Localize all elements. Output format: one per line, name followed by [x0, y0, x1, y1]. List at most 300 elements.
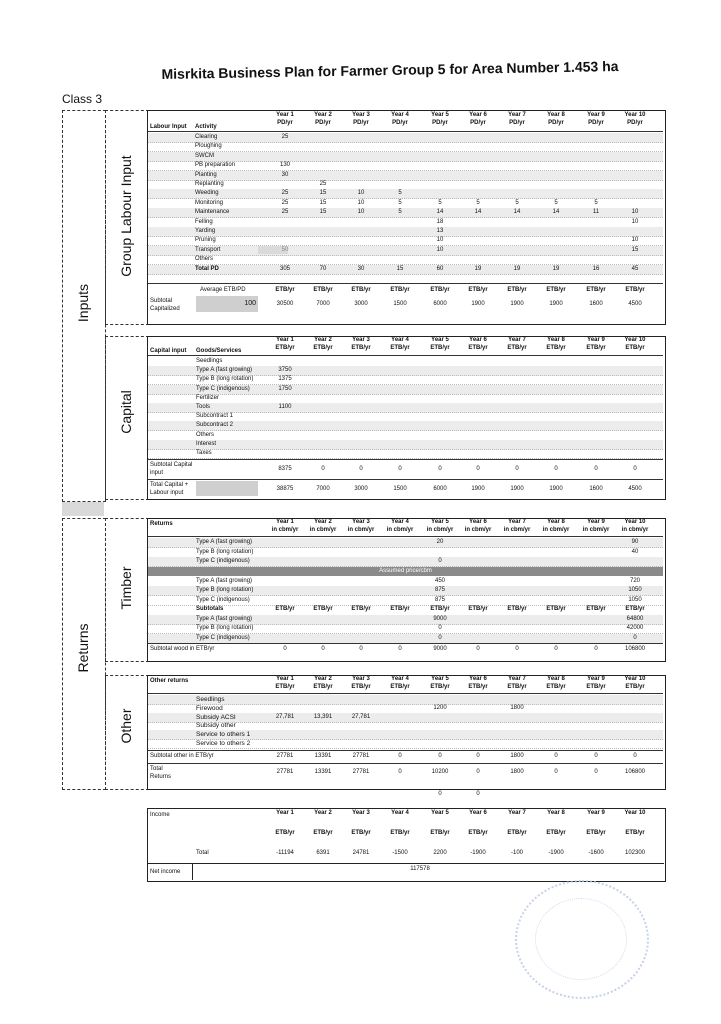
net-income-divider: [192, 863, 193, 880]
capital-subtotal-cell: 0: [633, 466, 637, 472]
capital-unit-header: ETB/yr: [351, 345, 371, 351]
timber-header-rule: [148, 536, 663, 537]
other-total-rule: [148, 763, 663, 764]
labour-cell: 10: [357, 190, 365, 197]
income-unit-header: ETB/yr: [390, 830, 410, 836]
labour-year-header: Year 9: [587, 112, 605, 118]
labour-cell: 25: [281, 190, 289, 197]
other-year-header: Year 1: [276, 676, 294, 682]
capital-year-header: Year 10: [624, 337, 646, 343]
timber-wood-cell: 9000: [433, 646, 447, 652]
timber-unit-header: in cbm/yr: [621, 527, 649, 533]
other-unit-header: ETB/yr: [468, 684, 488, 690]
income-year-header: Year 9: [587, 810, 605, 816]
labour-cell: 16: [592, 265, 600, 272]
labour-cell: 70: [319, 265, 327, 272]
other-unit-header: ETB/yr: [430, 684, 450, 690]
income-total-label: Total: [196, 850, 209, 856]
labour-row-label: SWCM: [195, 152, 214, 159]
timber-wood-cell: 0: [594, 646, 598, 652]
timber-corner-label: Returns: [150, 521, 173, 527]
labour-cell: 18: [436, 218, 444, 225]
labour-cell: 30: [357, 265, 365, 272]
labour-cell: 15: [396, 265, 404, 272]
capital-subtotal-cell: 0: [515, 466, 519, 472]
divider-band: [62, 502, 104, 516]
labour-cell: 5: [515, 199, 519, 206]
capital-cell: 1100: [278, 404, 292, 410]
labour-cell: 10: [436, 246, 444, 253]
labour-subtotal-cell: 30500: [276, 301, 294, 307]
capital-total-cell: 38875: [276, 486, 294, 492]
timber-wood-cell: 0: [398, 646, 402, 652]
labour-etb-unit: ETB/yr: [586, 287, 606, 293]
timber-year-header: Year 4: [391, 519, 409, 525]
capital-subtotal-cell: 0: [554, 466, 558, 472]
labour-etb-unit: ETB/yr: [625, 287, 645, 293]
timber-year-header: Year 6: [469, 519, 487, 525]
income-year-header: Year 7: [508, 810, 526, 816]
other-unit-header: ETB/yr: [390, 684, 410, 690]
timber-price-cell: 720: [629, 577, 640, 584]
labour-year-header: Year 7: [508, 112, 526, 118]
timber-year-header: Year 9: [587, 519, 605, 525]
labour-year-header: Year 6: [469, 112, 487, 118]
capital-year-header: Year 2: [314, 337, 332, 343]
labour-subtotal-cell: 6000: [433, 301, 447, 307]
income-year-header: Year 5: [431, 810, 449, 816]
income-unit-header: ETB/yr: [275, 830, 295, 836]
timber-unit-header: in cbm/yr: [386, 527, 414, 533]
timber-subtotal-label: Type B (long rotation): [196, 625, 254, 631]
net-income-label: Net income: [150, 869, 181, 875]
income-unit-header: ETB/yr: [351, 830, 371, 836]
other-total-cell: 27781: [352, 769, 370, 775]
other-year-header: Year 3: [352, 676, 370, 682]
other-cell: 1200: [433, 704, 447, 711]
other-unit-header: ETB/yr: [275, 684, 295, 690]
labour-etb-unit: ETB/yr: [275, 287, 295, 293]
timber-price-cell: 1050: [628, 587, 642, 593]
labour-subtotal-label: Subtotal Capitalized: [150, 298, 180, 312]
other-year-header: Year 6: [469, 676, 487, 682]
labour-cell: 25: [281, 209, 289, 216]
labour-cell: 14: [474, 209, 482, 216]
capital-subtotal-cell: 0: [594, 466, 598, 472]
labour-year-header: Year 5: [431, 112, 449, 118]
other-total-cell: 0: [594, 769, 598, 775]
labour-cell: 5: [438, 199, 442, 206]
timber-etb-unit: ETB/yr: [586, 606, 606, 612]
labour-etb-unit: ETB/yr: [468, 287, 488, 293]
capital-unit-header: ETB/yr: [430, 345, 450, 351]
timber-subtotal-cell: 0: [438, 634, 442, 641]
labour-subtotal-cell: 1900: [510, 301, 524, 307]
labour-unit-header: PD/yr: [548, 120, 564, 126]
labour-row-label: Ploughing: [195, 143, 222, 150]
timber-wood-cell: 0: [359, 646, 363, 652]
labour-cell: 14: [436, 209, 444, 216]
other-year-header: Year 10: [624, 676, 646, 682]
timber-row-label: Type A (fast growing): [196, 539, 253, 545]
timber-year-header: Year 8: [547, 519, 565, 525]
income-label: Income: [150, 812, 170, 818]
labour-unit-header: PD/yr: [509, 120, 525, 126]
timber-price-cell: 875: [434, 596, 445, 603]
activity-header: Activity: [195, 124, 217, 130]
other-subtotal-label: Subtotal other in ETB/yr: [150, 753, 214, 759]
income-total-cell: -100: [510, 850, 523, 856]
labour-etb-unit: ETB/yr: [390, 287, 410, 293]
other-total-cell: 10200: [431, 769, 449, 775]
timber-cell: 40: [631, 548, 639, 555]
timber-subtotals-label: Subtotals: [196, 606, 224, 612]
other-total-cell: 0: [398, 769, 402, 775]
average-etb-label: Average ETB/PD: [200, 287, 246, 293]
labour-row-label: Weeding: [195, 190, 219, 197]
capital-row-label: Subcontract 1: [196, 413, 234, 420]
labour-cell: 15: [319, 199, 327, 206]
labour-cell: 10: [631, 209, 639, 216]
income-total-cell: -1900: [470, 850, 486, 856]
capital-total-cell: 7000: [316, 486, 330, 492]
timber-unit-header: in cbm/yr: [426, 527, 454, 533]
timber-etb-unit: ETB/yr: [625, 606, 645, 612]
capital-row-label: Subcontract 2: [196, 422, 234, 429]
capital-total-cell: 3000: [354, 486, 368, 492]
timber-etb-unit: ETB/yr: [546, 606, 566, 612]
timber-unit-header: in cbm/yr: [347, 527, 375, 533]
labour-header-rule: [148, 131, 663, 132]
other-row-label: Firewood: [196, 704, 223, 712]
labour-cell: 15: [319, 190, 327, 197]
capital-row: [148, 449, 663, 459]
other-row-label: Subsidy ACSI: [196, 713, 236, 721]
labour-year-header: Year 10: [624, 112, 646, 118]
income-unit-header: ETB/yr: [546, 830, 566, 836]
timber-year-header: Year 2: [314, 519, 332, 525]
income-total-cell: 2200: [433, 850, 447, 856]
capital-year-header: Year 1: [276, 337, 294, 343]
timber-price-cell: 450: [434, 577, 445, 584]
timber-cell: 90: [631, 539, 639, 545]
capital-subtotal-cell: 0: [398, 466, 402, 472]
other-total-cell: 13391: [314, 769, 332, 775]
labour-subtotal-cell: 1900: [549, 301, 563, 307]
timber-subtotal-label: Type A (fast growing): [196, 615, 253, 622]
other-total-cell: 106800: [624, 769, 646, 775]
labour-unit-header: PD/yr: [627, 120, 643, 126]
average-etb-value: 100: [196, 296, 258, 312]
timber-price-cell: 1050: [628, 596, 642, 603]
timber-etb-unit: ETB/yr: [351, 606, 371, 612]
timber-wood-cell: 0: [476, 646, 480, 652]
other-row-label: Seedlings: [196, 696, 225, 703]
income-total-cell: -1500: [392, 850, 408, 856]
capital-label: Capital: [118, 390, 134, 434]
timber-cell: 20: [436, 539, 444, 545]
other-corner-label: Other returns: [150, 678, 189, 684]
other-year-header: Year 8: [547, 676, 565, 682]
capital-subtotal-cell: 0: [438, 466, 442, 472]
labour-cell: 19: [474, 265, 482, 272]
income-year-header: Year 4: [391, 810, 409, 816]
timber-year-header: Year 1: [276, 519, 294, 525]
labour-row-label: Replanting: [195, 181, 224, 187]
other-total-cell: 0: [554, 769, 558, 775]
goods-header: Goods/Services: [196, 348, 242, 354]
labour-etb-unit: ETB/yr: [313, 287, 333, 293]
capital-row-label: Taxes: [196, 450, 212, 456]
timber-year-header: Year 10: [624, 519, 646, 525]
timber-unit-header: in cbm/yr: [503, 527, 531, 533]
capital-row-label: Type A (fast growing): [196, 367, 253, 374]
other-total-cell: 27781: [276, 769, 294, 775]
labour-subtotal-rule: [148, 283, 663, 284]
timber-subtotal-label: Type C (indigenous): [196, 634, 250, 641]
labour-unit-header: PD/yr: [470, 120, 486, 126]
other-subtotal-cell: 0: [438, 753, 442, 759]
capital-unit-header: ETB/yr: [507, 345, 527, 351]
returns-label: Returns: [75, 623, 91, 673]
income-year-header: Year 1: [276, 810, 294, 816]
timber-unit-header: in cbm/yr: [582, 527, 610, 533]
other-year-header: Year 5: [431, 676, 449, 682]
labour-cell: 5: [398, 209, 402, 216]
timber-subtotal-cell: 0: [438, 625, 442, 631]
timber-wood-label: Subtotal wood in ETB/yr: [150, 646, 215, 652]
other-row-label: Service to others 1: [196, 731, 251, 739]
labour-row-label: Yarding: [195, 228, 216, 234]
other-row-label: Subsidy other: [196, 722, 236, 730]
other-cell: 27,781: [351, 713, 371, 720]
timber-wood-cell: 0: [515, 646, 519, 652]
labour-cell: 25: [281, 134, 289, 140]
labour-etb-unit: ETB/yr: [430, 287, 450, 293]
timber-wood-cell: 0: [283, 646, 287, 652]
timber-etb-unit: ETB/yr: [430, 606, 450, 612]
other-unit-header: ETB/yr: [313, 684, 333, 690]
labour-year-header: Year 3: [352, 112, 370, 118]
capital-subtotal-cell: 0: [321, 466, 325, 472]
other-row-label: Service to others 2: [196, 740, 251, 747]
income-year-header: Year 3: [352, 810, 370, 816]
timber-cell: 0: [438, 558, 442, 564]
timber-etb-unit: ETB/yr: [390, 606, 410, 612]
capital-year-header: Year 3: [352, 337, 370, 343]
labour-row-label: Maintenance: [195, 209, 230, 216]
other-subtotal-cell: 0: [476, 753, 480, 759]
labour-row-label: PB preparation: [195, 162, 236, 169]
timber-subtotal-cell: 0: [633, 634, 637, 641]
labour-subtotal-cell: 3000: [354, 301, 368, 307]
other-cell: 1800: [510, 704, 524, 711]
labour-row-label: Transport: [195, 246, 221, 253]
timber-price-label: Type A (fast growing): [196, 577, 253, 584]
timber-wood-cell: 0: [554, 646, 558, 652]
labour-row-label: Pruning: [195, 237, 216, 244]
income-total-cell: -1600: [588, 850, 604, 856]
other-below-cell: 0: [476, 791, 480, 797]
capital-year-header: Year 6: [469, 337, 487, 343]
labour-year-header: Year 2: [314, 112, 332, 118]
timber-price-label: Type C (indigenous): [196, 596, 250, 603]
timber-unit-header: in cbm/yr: [542, 527, 570, 533]
labour-subtotal-cell: 1900: [471, 301, 485, 307]
income-total-cell: -1900: [548, 850, 564, 856]
labour-row-label: Planting: [195, 171, 217, 178]
capital-row-label: Type B (long rotation): [196, 376, 254, 383]
capital-unit-header: ETB/yr: [586, 345, 606, 351]
labour-row-label: Clearing: [195, 134, 218, 140]
labour-cell: 14: [513, 209, 521, 216]
net-income-value: 117578: [410, 866, 430, 872]
labour-row-label: Monitoring: [195, 199, 224, 206]
income-year-header: Year 10: [624, 810, 646, 816]
income-year-header: Year 8: [547, 810, 565, 816]
labour-year-header: Year 8: [547, 112, 565, 118]
other-subtotal-rule: [148, 750, 663, 751]
capital-corner-label: Capital input: [150, 348, 187, 354]
capital-total-cell: 1500: [393, 486, 407, 492]
capital-row-label: Fertilizer: [196, 394, 220, 401]
other-year-header: Year 9: [587, 676, 605, 682]
timber-row-label: Type C (indigenous): [196, 558, 250, 564]
capital-total-label: Total Capital + Labour input: [150, 482, 189, 496]
labour-unit-header: PD/yr: [392, 120, 408, 126]
capital-subtotal-label: Subtotal Capital input: [150, 462, 193, 476]
other-year-header: Year 2: [314, 676, 332, 682]
labour-cell: 30: [281, 171, 289, 178]
labour-unit-header: PD/yr: [353, 120, 369, 126]
other-cell: 13,391: [313, 713, 333, 720]
official-stamp: [515, 880, 649, 999]
timber-subtotal-cell: 42000: [626, 625, 644, 631]
other-unit-header: ETB/yr: [625, 684, 645, 690]
labour-year-header: Year 4: [391, 112, 409, 118]
timber-label: Timber: [118, 566, 134, 610]
capital-cell: 1375: [278, 376, 292, 383]
capital-total-cell: 1900: [510, 486, 524, 492]
capital-row-label: Seedlings: [196, 358, 223, 364]
timber-row-label: Type B (long rotation): [196, 548, 254, 555]
other-subtotal-cell: 0: [554, 753, 558, 759]
capital-total-cell: 4500: [628, 486, 642, 492]
other-subtotal-cell: 0: [633, 753, 637, 759]
labour-unit-header: PD/yr: [315, 120, 331, 126]
timber-wood-rule: [148, 643, 663, 644]
capital-row-label: Others: [196, 431, 215, 438]
labour-cell: 5: [476, 199, 480, 206]
timber-etb-unit: ETB/yr: [275, 606, 295, 612]
income-unit-header: ETB/yr: [430, 830, 450, 836]
labour-cell: 11: [592, 209, 600, 216]
labour-cell: 10: [631, 237, 639, 244]
capital-subtotal-cell: 0: [476, 466, 480, 472]
capital-subtotal-cell: 0: [359, 466, 363, 472]
income-total-cell: 6391: [316, 850, 330, 856]
capital-row-label: Tools: [196, 404, 211, 410]
labour-row-label: Total PD: [195, 265, 219, 272]
labour-subtotal-cell: 7000: [316, 301, 330, 307]
capital-total-cell: 6000: [433, 486, 447, 492]
other-year-header: Year 4: [391, 676, 409, 682]
capital-total-rule: [148, 479, 663, 480]
timber-unit-header: in cbm/yr: [464, 527, 492, 533]
other-total-cell: 0: [476, 769, 480, 775]
capital-cell: 1750: [278, 385, 292, 392]
capital-year-header: Year 7: [508, 337, 526, 343]
capital-cell: 3750: [278, 367, 292, 374]
labour-etb-unit: ETB/yr: [507, 287, 527, 293]
capital-total-cell: 1600: [589, 486, 603, 492]
other-header-rule: [148, 693, 663, 694]
other-subtotal-cell: 0: [594, 753, 598, 759]
other-unit-header: ETB/yr: [586, 684, 606, 690]
capital-unit-header: ETB/yr: [625, 345, 645, 351]
other-year-header: Year 7: [508, 676, 526, 682]
income-unit-header: ETB/yr: [313, 830, 333, 836]
timber-year-header: Year 5: [431, 519, 449, 525]
labour-subtotal-cell: 4500: [628, 301, 642, 307]
capital-unit-header: ETB/yr: [275, 345, 295, 351]
income-year-header: Year 2: [314, 810, 332, 816]
labour-cell: 15: [631, 246, 639, 253]
labour-cell: 10: [436, 237, 444, 244]
other-unit-header: ETB/yr: [507, 684, 527, 690]
labour-etb-unit: ETB/yr: [546, 287, 566, 293]
other-unit-header: ETB/yr: [351, 684, 371, 690]
capital-header-rule: [148, 355, 663, 356]
labour-cell: 60: [436, 265, 444, 272]
timber-year-header: Year 3: [352, 519, 370, 525]
labour-etb-unit: ETB/yr: [351, 287, 371, 293]
labour-subtotal-cell: 1500: [393, 301, 407, 307]
labour-cell: 5: [594, 199, 598, 206]
timber-subtotal-cell: 64800: [626, 615, 644, 622]
labour-cell: 5: [554, 199, 558, 206]
capital-total-shade: [196, 481, 258, 496]
other-cell: 27,781: [275, 713, 295, 720]
timber-etb-unit: ETB/yr: [313, 606, 333, 612]
other-subtotal-cell: 13391: [314, 753, 332, 759]
labour-cell: 25: [281, 199, 289, 206]
capital-unit-header: ETB/yr: [313, 345, 333, 351]
labour-unit-header: PD/yr: [432, 120, 448, 126]
timber-subtotal-cell: 9000: [433, 615, 447, 622]
other-total-cell: 1800: [510, 769, 524, 775]
capital-row-label: Interest: [196, 440, 217, 447]
labour-cell: 14: [552, 209, 560, 216]
income-total-cell: -11194: [276, 850, 294, 856]
labour-cell: 130: [279, 162, 290, 169]
labour-cell: 10: [357, 199, 365, 206]
capital-row-label: Type C (indigenous): [196, 385, 250, 392]
labour-subtotal-cell: 1600: [589, 301, 603, 307]
income-unit-header: ETB/yr: [468, 830, 488, 836]
capital-year-header: Year 9: [587, 337, 605, 343]
income-unit-header: ETB/yr: [625, 830, 645, 836]
capital-year-header: Year 4: [391, 337, 409, 343]
timber-etb-unit: ETB/yr: [507, 606, 527, 612]
other-subtotal-cell: 27781: [276, 753, 294, 759]
other-subtotal-cell: 0: [398, 753, 402, 759]
timber-etb-unit: ETB/yr: [468, 606, 488, 612]
timber-unit-header: in cbm/yr: [309, 527, 337, 533]
timber-wood-cell: 0: [321, 646, 325, 652]
labour-row-label: Felling: [195, 218, 213, 225]
capital-unit-header: ETB/yr: [390, 345, 410, 351]
